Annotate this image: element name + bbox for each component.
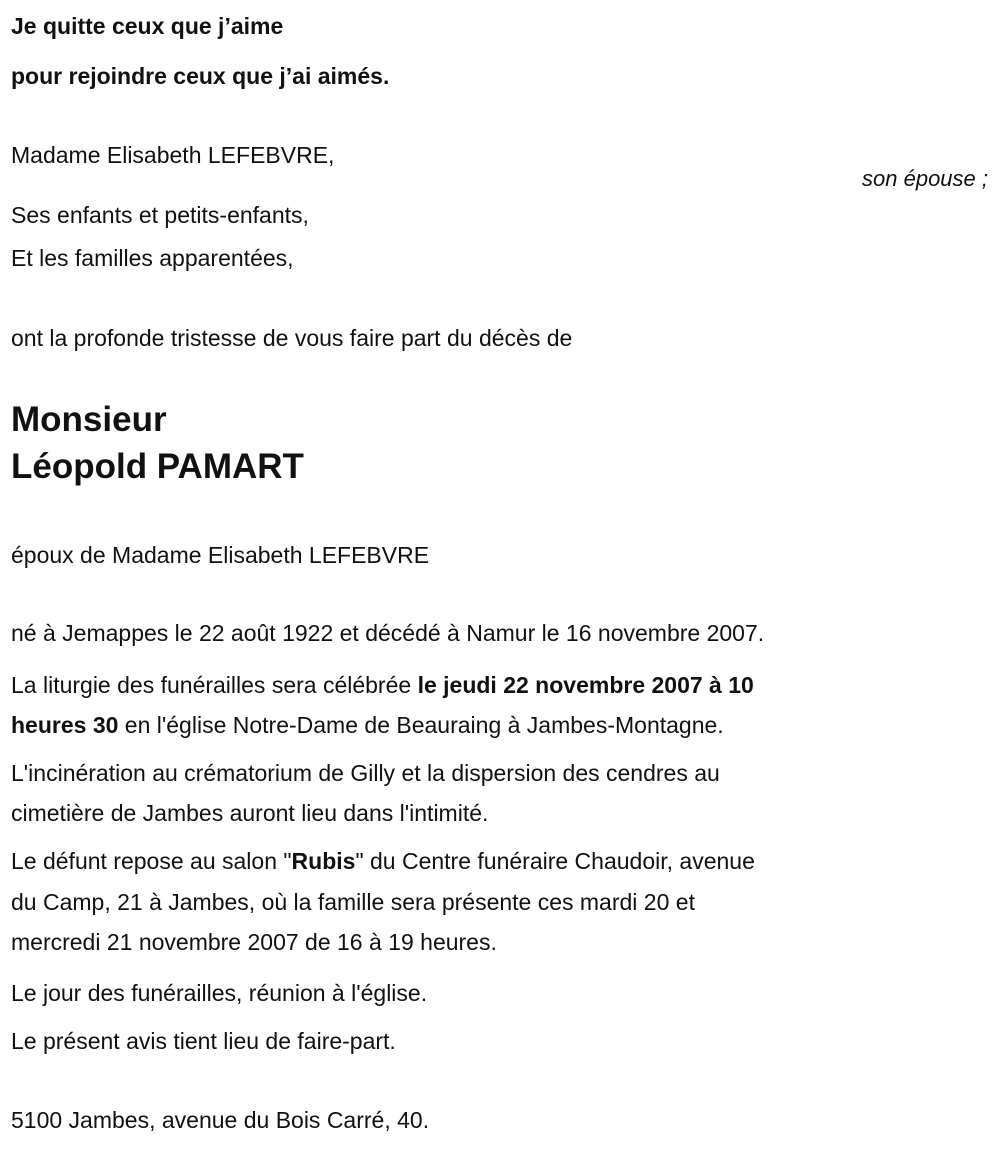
viewing-text: Le défunt repose au salon ": [11, 848, 292, 874]
address: 5100 Jambes, avenue du Bois Carré, 40.: [11, 1107, 430, 1133]
spouse-role: son épouse ;: [862, 166, 988, 191]
cremation-line-1: L'incinération au crématorium de Gilly et la dispersion des cendres au: [11, 760, 720, 786]
liturgy-line-2: [11, 710, 724, 740]
viewing-line-1: [11, 846, 755, 876]
meeting: Le jour des funérailles, réunion à l'église.: [11, 980, 428, 1006]
spouse: Madame Elisabeth LEFEBVRE,: [11, 142, 335, 168]
notice: Le présent avis tient lieu de faire-part.: [11, 1028, 396, 1054]
epigraph-line-2: pour rejoindre ceux que j’ai aimés.: [11, 63, 390, 89]
liturgy-line-1: [11, 670, 754, 700]
liturgy-time: heures 30: [11, 712, 119, 738]
viewing-line-2: du Camp, 21 à Jambes, où la famille sera présente ces mardi 20 et: [11, 889, 695, 915]
liturgy-place: en l'église Notre-Dame de Beauraing à Jambes-Montagne.: [118, 712, 724, 738]
deceased-name: Léopold PAMART: [11, 447, 304, 486]
liturgy-text: La liturgie des funérailles sera célébrée: [11, 672, 418, 698]
deceased-title: Monsieur: [11, 400, 167, 439]
relatives: Et les familles apparentées,: [11, 245, 294, 271]
salon-name: Rubis: [291, 848, 356, 874]
announcement: ont la profonde tristesse de vous faire part du décès de: [11, 325, 573, 351]
cremation-line-2: cimetière de Jambes auront lieu dans l'intimité.: [11, 800, 489, 826]
birth-death: né à Jemappes le 22 août 1922 et décédé à Namur le 16 novembre 2007.: [11, 620, 765, 646]
liturgy-date: le jeudi 22 novembre 2007 à 10: [417, 672, 754, 698]
viewing-line-3: mercredi 21 novembre 2007 de 16 à 19 heures.: [11, 929, 497, 955]
children: Ses enfants et petits-enfants,: [11, 202, 309, 228]
epigraph-line-1: Je quitte ceux que j’aime: [11, 13, 284, 39]
spouse-of: époux de Madame Elisabeth LEFEBVRE: [11, 542, 430, 568]
viewing-text-2: " du Centre funéraire Chaudoir, avenue: [355, 848, 755, 874]
